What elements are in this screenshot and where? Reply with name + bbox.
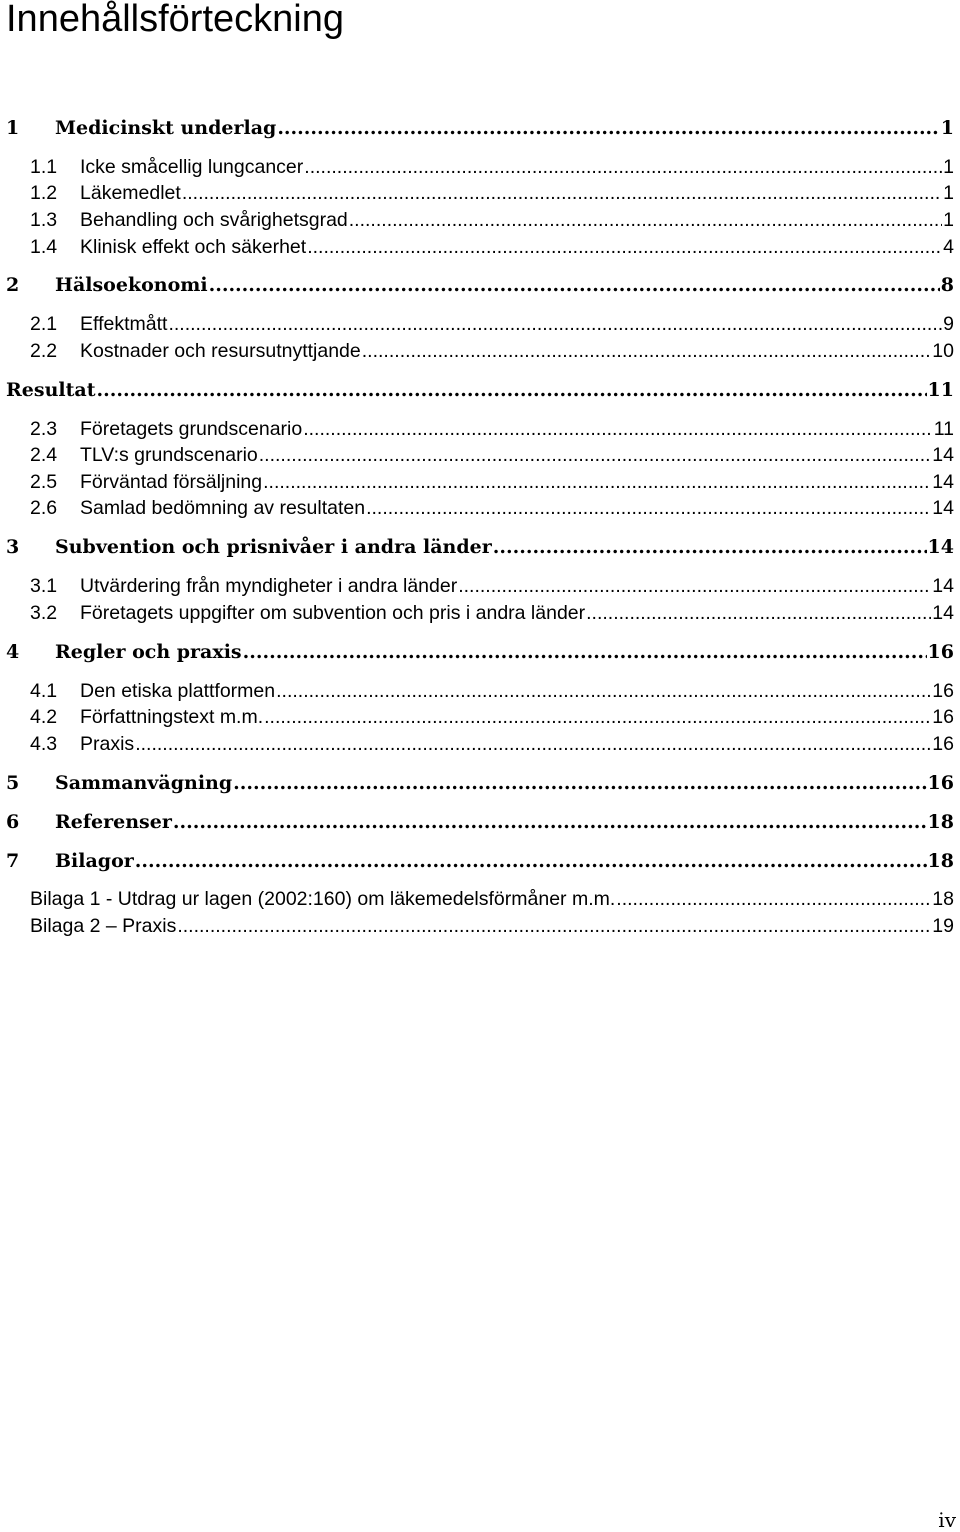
toc-entry-number: 4.1 bbox=[30, 680, 58, 702]
toc-entry[interactable] bbox=[0, 444, 960, 472]
toc-entry[interactable] bbox=[0, 340, 960, 368]
toc-entry-title: Samlad bedömning av resultaten bbox=[80, 497, 366, 519]
toc-entry-title: Effektmått bbox=[80, 313, 168, 335]
toc-entry-page: 14 bbox=[932, 444, 954, 466]
toc-entry-page: 1 bbox=[943, 182, 954, 204]
toc-entry-number: 3.2 bbox=[30, 602, 58, 624]
dot-leader bbox=[135, 850, 927, 872]
toc-entry-page: 16 bbox=[932, 706, 954, 728]
page-title: Innehållsförteckning bbox=[6, 0, 344, 40]
toc-entry-number: 4.3 bbox=[30, 733, 58, 755]
toc-entry[interactable] bbox=[0, 733, 960, 761]
dot-leader bbox=[586, 602, 931, 625]
toc-entry-page: 18 bbox=[927, 850, 954, 872]
page-number: iv bbox=[938, 1508, 956, 1532]
toc-entry-number: 5 bbox=[6, 772, 20, 794]
dot-leader bbox=[177, 915, 931, 938]
toc-entry-page: 1 bbox=[943, 156, 954, 178]
toc-entry-title: Subvention och prisnivåer i andra länder bbox=[55, 536, 492, 558]
toc-entry-number: 7 bbox=[6, 850, 20, 872]
toc-entry[interactable] bbox=[0, 811, 960, 839]
toc-entry-page: 14 bbox=[927, 536, 954, 558]
toc-entry-number: 3.1 bbox=[30, 575, 58, 597]
toc-entry-title: Läkemedlet bbox=[80, 182, 181, 204]
toc-entry-number: 3 bbox=[6, 536, 20, 558]
toc-entry[interactable] bbox=[0, 575, 960, 603]
toc-entry-page: 14 bbox=[932, 575, 954, 597]
toc-entry-number: 1.4 bbox=[30, 236, 58, 258]
toc-entry-title: Den etiska plattformen bbox=[80, 680, 276, 702]
toc-entry-page: 16 bbox=[932, 733, 954, 755]
toc-entry-number: 2.3 bbox=[30, 418, 58, 440]
toc-entry[interactable] bbox=[0, 156, 960, 184]
toc-entry-title: Icke småcellig lungcancer bbox=[80, 156, 304, 178]
toc-entry-title: Medicinskt underlag bbox=[55, 117, 277, 139]
toc-entry-title: Klinisk effekt och säkerhet bbox=[80, 236, 307, 258]
toc-entry[interactable] bbox=[0, 850, 960, 878]
toc-entry-title: Sammanvägning bbox=[55, 772, 233, 794]
toc-entry[interactable] bbox=[0, 313, 960, 341]
toc-entry-title: Hälsoekonomi bbox=[55, 274, 208, 296]
toc-entry-page: 18 bbox=[927, 811, 954, 833]
toc-entry-title: Bilaga 2 – Praxis bbox=[30, 915, 177, 937]
toc-entry[interactable] bbox=[0, 888, 960, 916]
dot-leader bbox=[209, 274, 940, 296]
toc-entry[interactable] bbox=[0, 536, 960, 564]
toc-entry-page: 1 bbox=[940, 117, 954, 139]
dot-leader bbox=[182, 182, 942, 205]
toc-entry-title: Utvärdering från myndigheter i andra länder bbox=[80, 575, 458, 597]
dot-leader bbox=[276, 680, 931, 703]
toc-entry[interactable] bbox=[0, 471, 960, 499]
toc-entry[interactable] bbox=[0, 236, 960, 264]
dot-leader bbox=[135, 733, 931, 756]
toc-entry-number: 4.2 bbox=[30, 706, 58, 728]
dot-leader bbox=[96, 379, 926, 401]
toc-entry-number: 1.3 bbox=[30, 209, 58, 231]
dot-leader bbox=[243, 641, 927, 663]
toc-entry-title: Resultat bbox=[6, 379, 96, 401]
dot-leader bbox=[304, 156, 942, 179]
toc-entry-page: 1 bbox=[943, 209, 954, 231]
toc-entry-number: 4 bbox=[6, 641, 20, 663]
dot-leader bbox=[366, 497, 931, 520]
dot-leader bbox=[263, 471, 931, 494]
toc-entry-number: 2.1 bbox=[30, 313, 58, 335]
toc-entry-number: 2.2 bbox=[30, 340, 58, 362]
toc-entry-page: 16 bbox=[932, 680, 954, 702]
toc-entry-title: Bilagor bbox=[55, 850, 134, 872]
dot-leader bbox=[307, 236, 942, 259]
toc-entry-page: 16 bbox=[927, 772, 954, 794]
toc-entry-number: 1.1 bbox=[30, 156, 58, 178]
dot-leader bbox=[233, 772, 926, 794]
dot-leader bbox=[303, 418, 933, 441]
toc-entry-page: 10 bbox=[932, 340, 954, 362]
toc-entry-page: 14 bbox=[932, 471, 954, 493]
toc-entry[interactable] bbox=[0, 418, 960, 446]
toc-entry-title: Praxis bbox=[80, 733, 135, 755]
dot-leader bbox=[173, 811, 927, 833]
toc-entry-title: Författningstext m.m. bbox=[80, 706, 264, 728]
toc-entry[interactable] bbox=[0, 379, 960, 407]
toc-entry-title: Referenser bbox=[55, 811, 172, 833]
toc-entry-page: 11 bbox=[927, 379, 954, 401]
toc-entry[interactable] bbox=[0, 182, 960, 210]
dot-leader bbox=[349, 209, 942, 232]
dot-leader bbox=[168, 313, 942, 336]
toc-entry[interactable] bbox=[0, 706, 960, 734]
toc-entry-number: 1 bbox=[6, 117, 20, 139]
toc-entry-number: 2.6 bbox=[30, 497, 58, 519]
toc-entry-page: 8 bbox=[940, 274, 954, 296]
toc-entry[interactable] bbox=[0, 117, 960, 145]
dot-leader bbox=[259, 444, 932, 467]
toc-entry[interactable] bbox=[0, 602, 960, 630]
toc-entry-number: 2 bbox=[6, 274, 20, 296]
dot-leader bbox=[493, 536, 927, 558]
toc-entry-title: Regler och praxis bbox=[55, 641, 242, 663]
toc-entry-title: TLV:s grundscenario bbox=[80, 444, 258, 466]
toc-entry[interactable] bbox=[0, 915, 960, 943]
toc-entry-title: Företagets grundscenario bbox=[80, 418, 303, 440]
toc-entry-page: 9 bbox=[943, 313, 954, 335]
dot-leader bbox=[362, 340, 932, 363]
toc-entry-page: 14 bbox=[932, 602, 954, 624]
toc-entry[interactable] bbox=[0, 274, 960, 302]
toc-entry-title: Behandling och svårighetsgrad bbox=[80, 209, 348, 231]
dot-leader bbox=[458, 575, 931, 598]
toc-entry-page: 16 bbox=[927, 641, 954, 663]
dot-leader bbox=[264, 706, 931, 729]
toc-entry[interactable] bbox=[0, 772, 960, 800]
dot-leader bbox=[616, 888, 931, 911]
toc-entry-number: 6 bbox=[6, 811, 20, 833]
toc-entry-page: 4 bbox=[943, 236, 954, 258]
toc-entry-page: 14 bbox=[932, 497, 954, 519]
toc-entry-title: Bilaga 1 - Utdrag ur lagen (2002:160) om läkemedelsförmåner m.m. bbox=[30, 888, 616, 910]
toc-entry-title: Förväntad försäljning bbox=[80, 471, 263, 493]
toc-entry-title: Kostnader och resursutnyttjande bbox=[80, 340, 361, 362]
toc-entry-page: 19 bbox=[932, 915, 954, 937]
toc-entry[interactable] bbox=[0, 209, 960, 237]
toc-entry-number: 1.2 bbox=[30, 182, 58, 204]
toc-entry[interactable] bbox=[0, 497, 960, 525]
toc-entry[interactable] bbox=[0, 641, 960, 669]
dot-leader bbox=[277, 117, 939, 139]
toc-entry-page: 18 bbox=[932, 888, 954, 910]
toc-entry-number: 2.5 bbox=[30, 471, 58, 493]
toc-entry-number: 2.4 bbox=[30, 444, 58, 466]
toc-entry-title: Företagets uppgifter om subvention och pris i andra länder bbox=[80, 602, 586, 624]
toc-entry[interactable] bbox=[0, 680, 960, 708]
toc-entry-page: 11 bbox=[933, 418, 954, 440]
